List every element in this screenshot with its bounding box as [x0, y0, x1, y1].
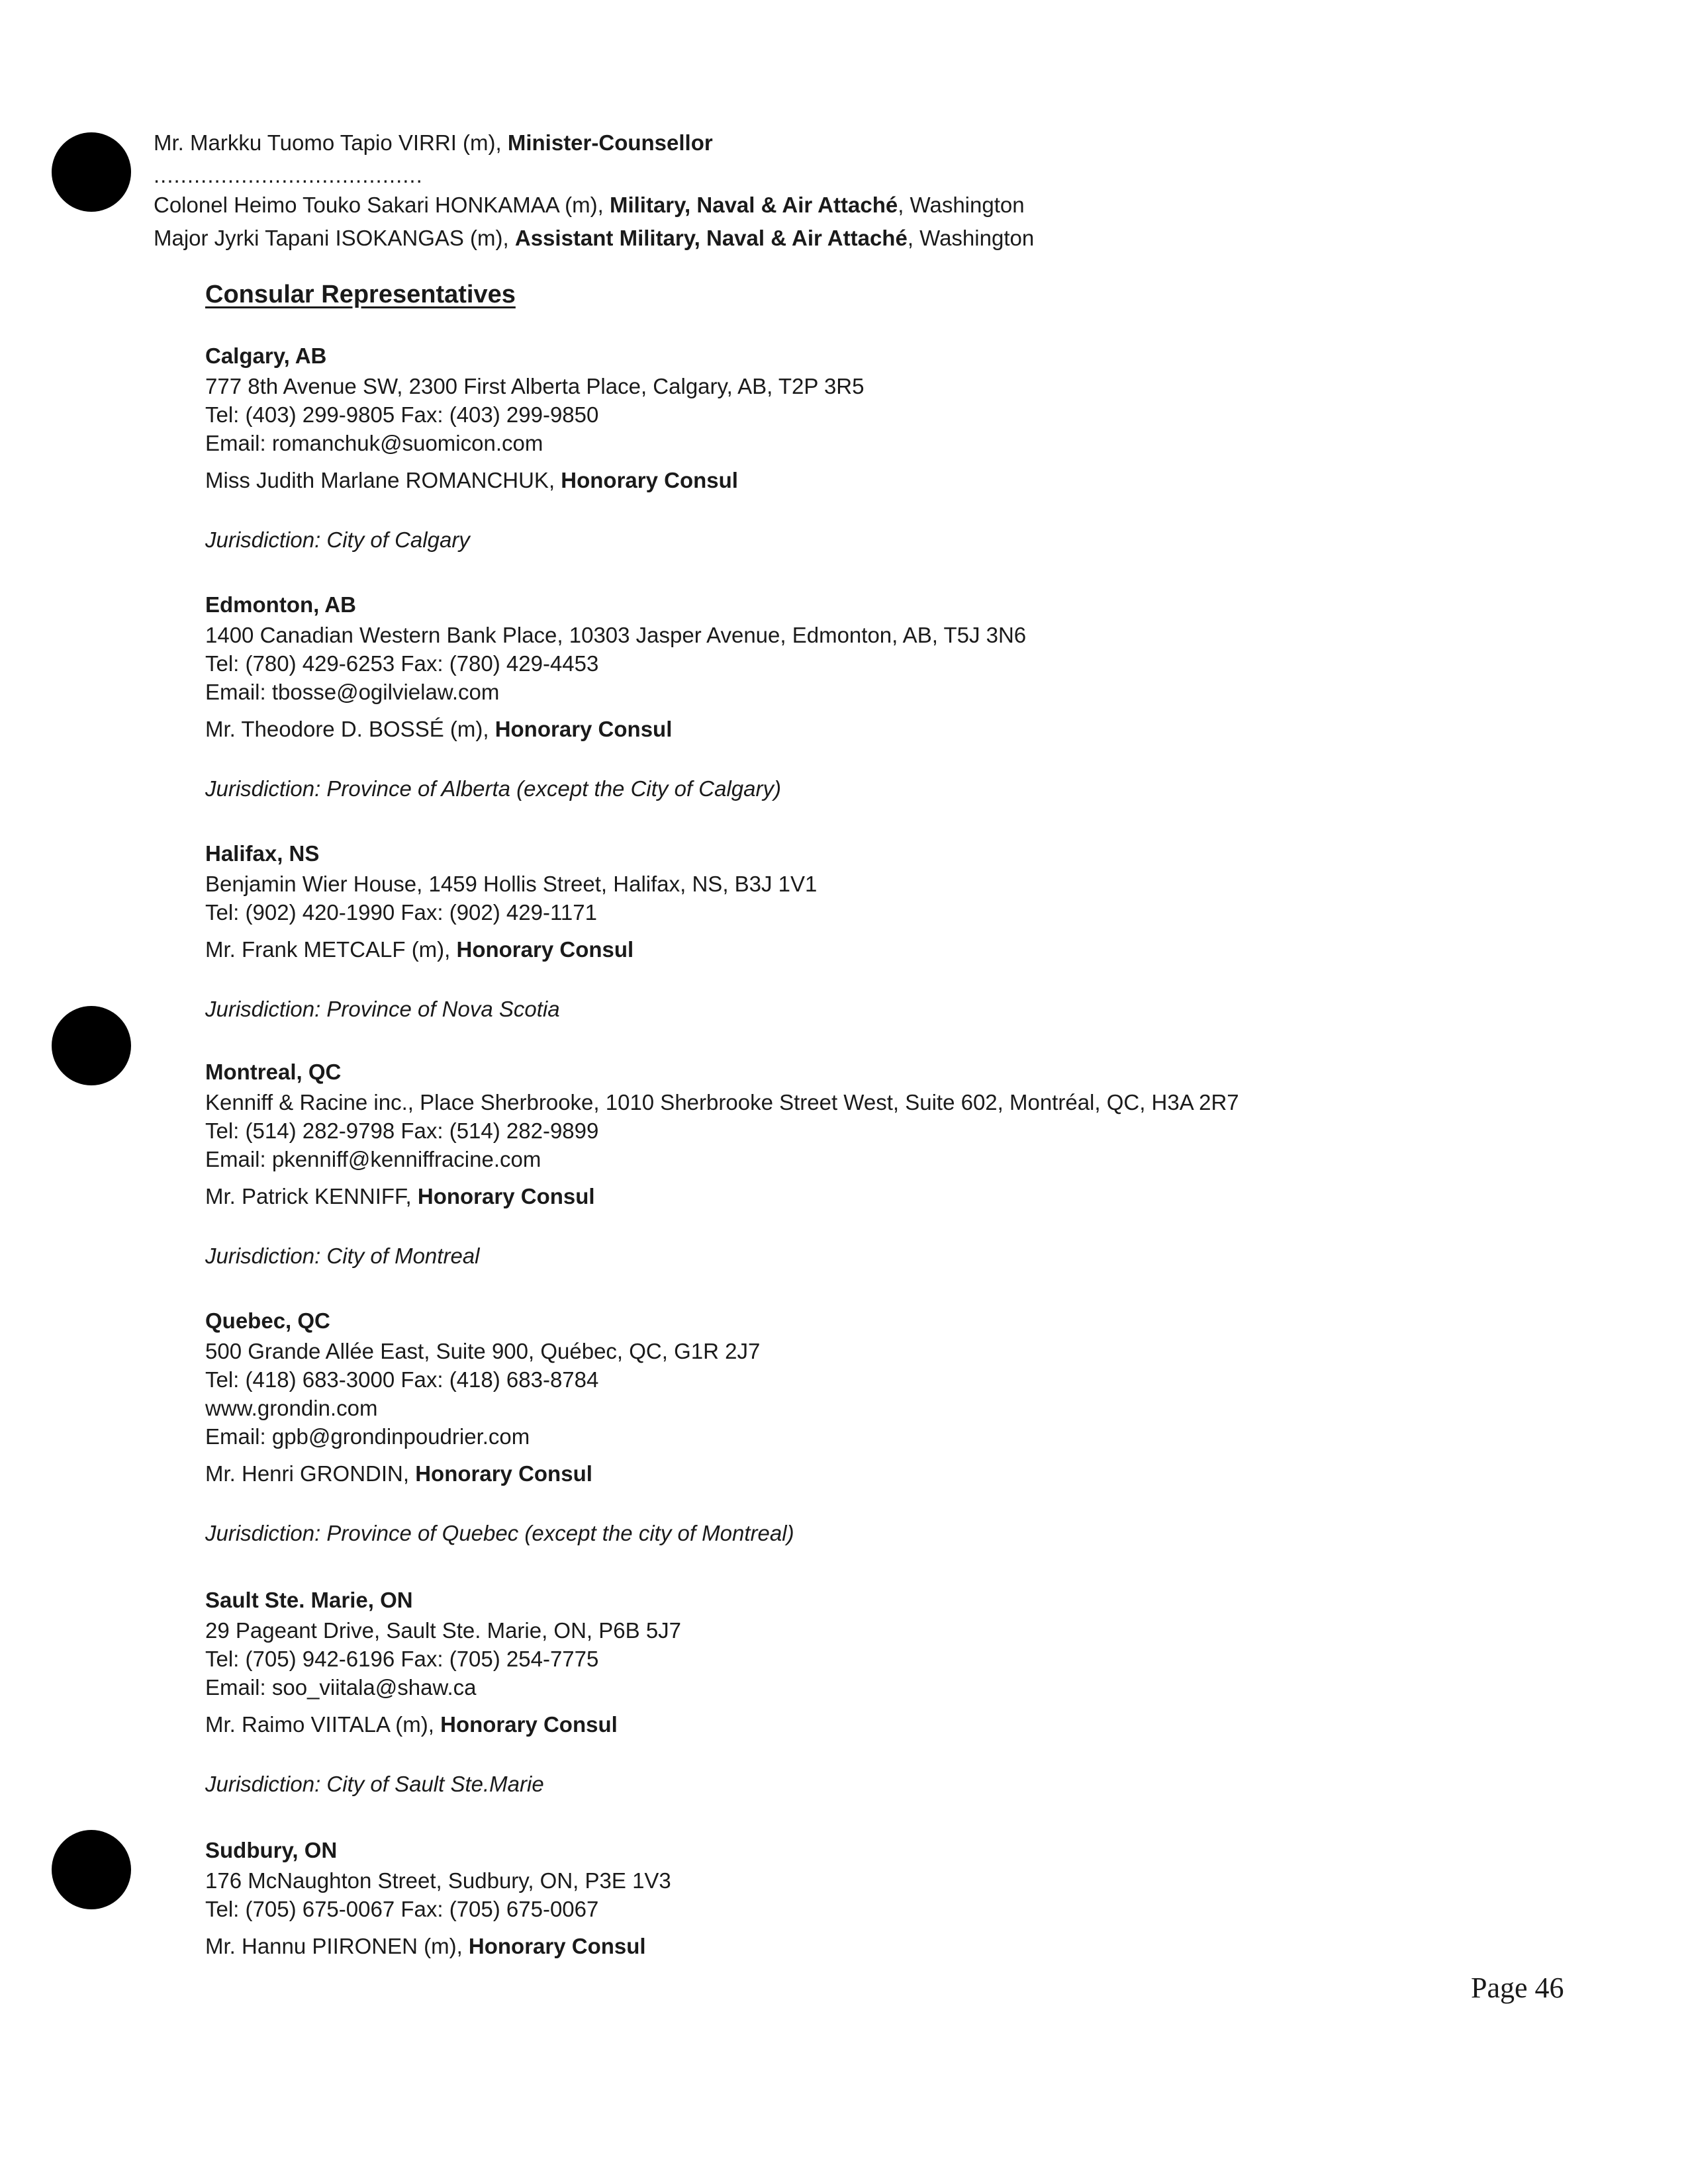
- staff-suffix: , Washington: [907, 226, 1035, 250]
- consulate-montreal: [205, 1059, 1463, 1269]
- consulate-city: Halifax, NS: [205, 841, 320, 866]
- consul-line: [205, 1711, 1463, 1738]
- consul-name: Mr. Patrick KENNIFF,: [205, 1184, 418, 1208]
- staff-line-assistant-attache: [154, 225, 1034, 251]
- consulate-address: 1400 Canadian Western Bank Place, 10303 Jasper Avenue, Edmonton, AB, T5J 3N6: [205, 623, 1027, 647]
- consul-name: Mr. Henri GRONDIN,: [205, 1461, 416, 1486]
- staff-name: Major Jyrki Tapani ISOKANGAS (m),: [154, 226, 515, 250]
- consulate-email: Email: tbosse@ogilvielaw.com: [205, 680, 500, 704]
- consulate-email: Email: soo_viitala@shaw.ca: [205, 1675, 477, 1700]
- consulate-address: 176 McNaughton Street, Sudbury, ON, P3E 1V3: [205, 1868, 671, 1893]
- consul-line: [205, 1183, 1463, 1210]
- consulate-jurisdiction: Jurisdiction: City of Calgary: [205, 527, 470, 552]
- staff-name: Colonel Heimo Touko Sakari HONKAMAA (m),: [154, 193, 610, 217]
- consulate-phone: Tel: (780) 429-6253 Fax: (780) 429-4453: [205, 651, 599, 676]
- staff-title: Military, Naval & Air Attaché: [609, 193, 898, 217]
- consulate-city: Sudbury, ON: [205, 1838, 338, 1862]
- consul-role: Honorary Consul: [456, 937, 634, 962]
- consul-role: Honorary Consul: [417, 1184, 595, 1208]
- consulate-city: Calgary, AB: [205, 343, 327, 368]
- consulate-address: 500 Grande Allée East, Suite 900, Québec, QC, G1R 2J7: [205, 1339, 761, 1363]
- consul-role: Honorary Consul: [468, 1934, 646, 1958]
- consul-name: Mr. Theodore D. BOSSÉ (m),: [205, 717, 495, 741]
- consul-role: Honorary Consul: [440, 1712, 618, 1737]
- consulate-sudbury: [205, 1837, 1463, 1960]
- consul-name: Miss Judith Marlane ROMANCHUK,: [205, 468, 561, 492]
- consulate-city: Montreal, QC: [205, 1060, 342, 1084]
- staff-name: Mr. Markku Tuomo Tapio VIRRI (m),: [154, 130, 508, 155]
- consul-line: [205, 936, 1463, 963]
- consulate-phone: Tel: (705) 942-6196 Fax: (705) 254-7775: [205, 1647, 599, 1671]
- binder-hole-top: [52, 132, 131, 212]
- consul-line: [205, 1933, 1463, 1960]
- consulate-jurisdiction: Jurisdiction: City of Montreal: [205, 1244, 480, 1268]
- consul-line: [205, 716, 1463, 743]
- staff-title: Minister-Counsellor: [507, 130, 713, 155]
- staff-line-attache: [154, 192, 1025, 218]
- consulate-address: Benjamin Wier House, 1459 Hollis Street, Halifax, NS, B3J 1V1: [205, 872, 818, 896]
- consulate-city: Quebec, QC: [205, 1308, 330, 1333]
- consulate-address: 777 8th Avenue SW, 2300 First Alberta Place, Calgary, AB, T2P 3R5: [205, 374, 865, 398]
- consul-name: Mr. Frank METCALF (m),: [205, 937, 457, 962]
- consulate-sault-ste-marie: [205, 1587, 1463, 1797]
- consulate-edmonton: [205, 592, 1463, 802]
- consul-line: [205, 467, 1463, 494]
- consulate-phone: Tel: (403) 299-9805 Fax: (403) 299-9850: [205, 402, 599, 427]
- consul-role: Honorary Consul: [494, 717, 673, 741]
- section-title: Consular Representatives: [205, 281, 516, 308]
- binder-hole-bottom: [52, 1830, 131, 1909]
- staff-title: Assistant Military, Naval & Air Attaché: [514, 226, 908, 250]
- consulate-website: www.grondin.com: [205, 1396, 378, 1420]
- consul-line: [205, 1461, 1463, 1487]
- consulate-address: Kenniff & Racine inc., Place Sherbrooke, 1010 Sherbrooke Street West, Suite 602, Montréal, QC, H3A 2R7: [205, 1090, 1239, 1115]
- consulate-quebec: [205, 1308, 1463, 1547]
- consulate-phone: Tel: (418) 683-3000 Fax: (418) 683-8784: [205, 1367, 599, 1392]
- consulate-phone: Tel: (902) 420-1990 Fax: (902) 429-1171: [205, 900, 597, 925]
- omission-separator: ........................................: [154, 163, 423, 187]
- consul-role: Honorary Consul: [415, 1461, 592, 1486]
- binder-hole-middle: [52, 1006, 131, 1085]
- consul-role: Honorary Consul: [561, 468, 738, 492]
- consulate-phone: Tel: (514) 282-9798 Fax: (514) 282-9899: [205, 1118, 599, 1143]
- consulate-jurisdiction: Jurisdiction: Province of Nova Scotia: [205, 997, 560, 1021]
- consulate-calgary: [205, 343, 1463, 553]
- staff-line-minister: [154, 130, 713, 156]
- consul-name: Mr. Hannu PIIRONEN (m),: [205, 1934, 469, 1958]
- consulate-jurisdiction: Jurisdiction: Province of Quebec (except the city of Montreal): [205, 1521, 794, 1545]
- consulate-city: Sault Ste. Marie, ON: [205, 1588, 413, 1612]
- consulate-address: 29 Pageant Drive, Sault Ste. Marie, ON, P6B 5J7: [205, 1618, 682, 1643]
- consulate-jurisdiction: Jurisdiction: Province of Alberta (except the City of Calgary): [205, 776, 781, 801]
- staff-suffix: , Washington: [898, 193, 1025, 217]
- consulate-email: Email: romanchuk@suomicon.com: [205, 431, 543, 455]
- consulate-email: Email: pkenniff@kenniffracine.com: [205, 1147, 541, 1171]
- consulate-halifax: [205, 841, 1463, 1023]
- page-number: Page 46: [1471, 1972, 1564, 2004]
- consulate-city: Edmonton, AB: [205, 592, 356, 617]
- consulate-phone: Tel: (705) 675-0067 Fax: (705) 675-0067: [205, 1897, 599, 1921]
- consulate-jurisdiction: Jurisdiction: City of Sault Ste.Marie: [205, 1772, 544, 1796]
- consul-name: Mr. Raimo VIITALA (m),: [205, 1712, 441, 1737]
- consulate-email: Email: gpb@grondinpoudrier.com: [205, 1424, 530, 1449]
